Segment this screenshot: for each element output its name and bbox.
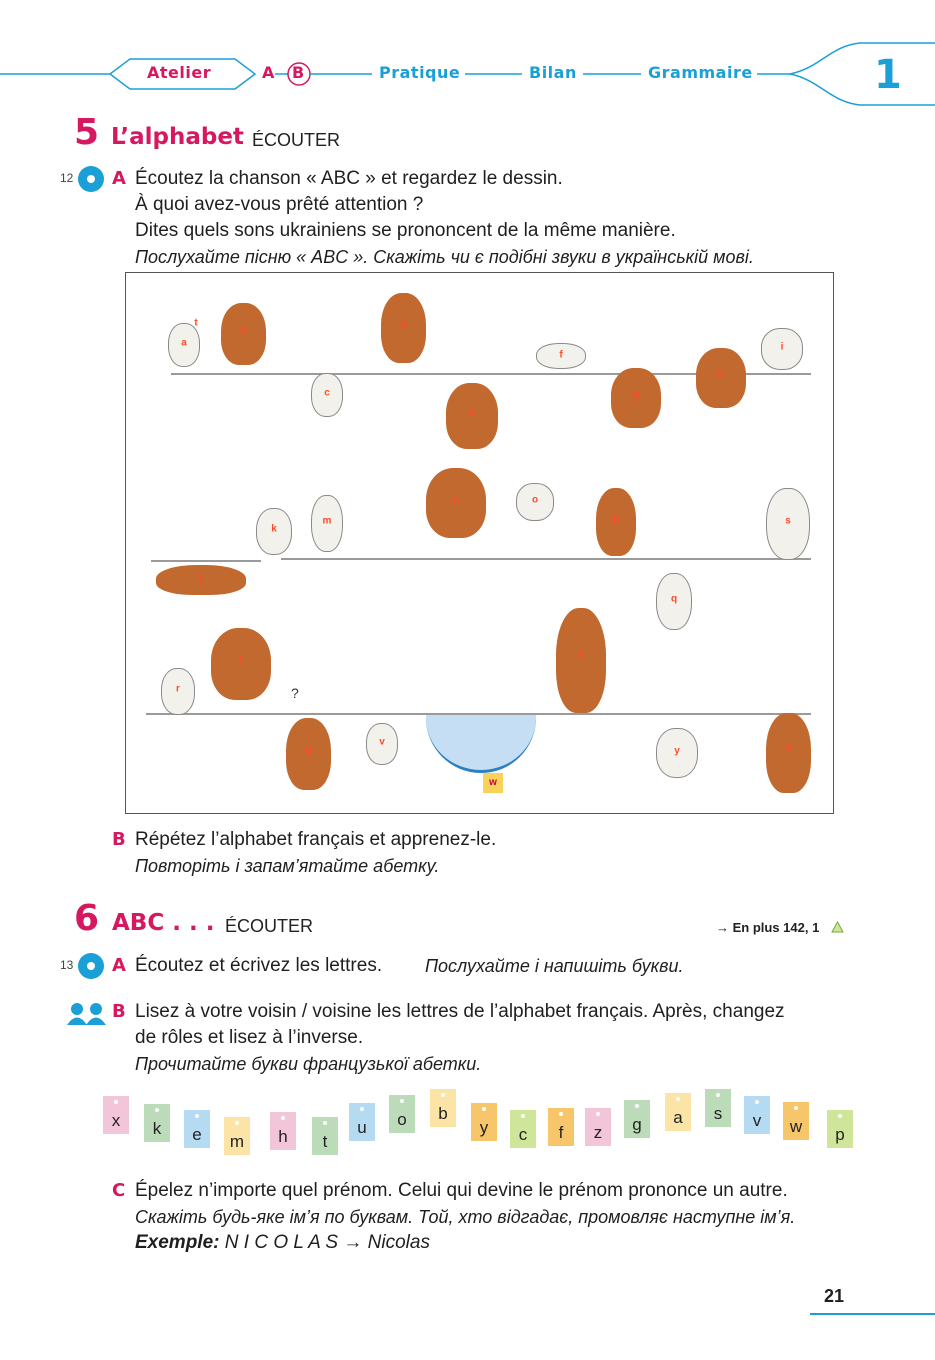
section-5-a-letter: A <box>112 168 126 189</box>
nav-pratique[interactable]: Pratique <box>379 63 461 82</box>
letter-card[interactable]: e <box>184 1110 210 1148</box>
section-6-number: 6 <box>74 898 100 939</box>
translation-line: Послухайте пісню « ABC ». Скажіть чи є подібні звуки в українській мові. <box>135 247 754 267</box>
dog-l: l <box>211 628 271 700</box>
section-5-b-text <box>135 827 835 879</box>
instruction-line: Lisez à votre voisin / voisine les lettres de l’alphabet français. Après, changez <box>135 1001 785 1022</box>
instruction-line: À quoi avez-vous prêté attention ? <box>135 194 424 215</box>
section-6-b-letter: B <box>112 1001 126 1022</box>
letter-card[interactable]: m <box>224 1117 250 1155</box>
section-6-a-letter: A <box>112 955 126 976</box>
letter-card[interactable]: h <box>270 1112 296 1150</box>
nav-atelier[interactable]: Atelier <box>147 63 212 82</box>
dog-h: h <box>696 348 746 408</box>
letter-card[interactable]: s <box>705 1089 731 1127</box>
dog-j: j <box>156 565 246 595</box>
example-name: Nicolas <box>367 1232 430 1253</box>
puppy-o: o <box>516 483 554 521</box>
rope-line <box>281 558 811 560</box>
section-6-a-translation: Послухайте і напишіть букви. <box>425 956 684 976</box>
letter-card[interactable]: p <box>827 1110 853 1148</box>
letter-card[interactable]: g <box>624 1100 650 1138</box>
puppy-y: y <box>656 728 698 778</box>
example-line <box>135 1230 855 1256</box>
cd-icon[interactable] <box>78 953 104 979</box>
dog-g: g <box>611 368 661 428</box>
section-6-b-text <box>135 999 855 1077</box>
puppy-m: m <box>311 495 343 552</box>
puppy-w: w <box>483 773 503 793</box>
question-mark: ? <box>291 685 299 701</box>
section-6-a-text: Écoutez et écrivez les lettres. <box>135 955 383 976</box>
section-5-title: L’alphabet <box>111 124 244 150</box>
letter-card[interactable]: c <box>510 1110 536 1148</box>
letter-card[interactable]: u <box>349 1103 375 1141</box>
dog-n: n <box>426 468 486 538</box>
letter-card[interactable]: o <box>389 1095 415 1133</box>
instruction-line: Écoutez la chanson « ABC » et regardez le dessin. <box>135 168 563 189</box>
puppy-f: f <box>536 343 586 369</box>
hammock <box>426 715 536 773</box>
dog-e: e <box>446 383 498 449</box>
letter-card[interactable]: b <box>430 1089 456 1127</box>
dog-x: x <box>556 608 606 713</box>
letter-card[interactable]: w <box>783 1102 809 1140</box>
section-5-skill: ÉCOUTER <box>252 130 341 150</box>
nav-b[interactable]: B <box>292 63 305 82</box>
dog-z: z <box>766 713 811 793</box>
cd-icon[interactable] <box>78 166 104 192</box>
section-5-a-text <box>135 166 835 270</box>
translation-line: Скажіть будь-яке ім’я по буквам. Той, хто відгадає, промовляє наступне ім’я. <box>135 1207 796 1227</box>
triangle-icon <box>831 921 844 933</box>
en-plus-reference[interactable]: → En plus 142, 1 <box>716 920 820 935</box>
puppy-c: c <box>311 373 343 417</box>
instruction-line: Épelez n’importe quel prénom. Celui qui devine le prénom prononce un autre. <box>135 1180 788 1201</box>
example-arrow: → <box>343 1232 363 1253</box>
letter-card[interactable]: t <box>312 1117 338 1155</box>
nav-grammaire[interactable]: Grammaire <box>648 63 753 82</box>
letter-card[interactable]: v <box>744 1096 770 1134</box>
puppy-q: q <box>656 573 692 630</box>
instruction-line: Répétez l’alphabet français et apprenez-le. <box>135 829 497 850</box>
puppy-i: i <box>761 328 803 370</box>
dog-p: p <box>596 488 636 556</box>
unit-number: 1 <box>874 52 902 98</box>
track-number-12: 12 <box>60 171 74 185</box>
section-5-b-letter: B <box>112 829 126 850</box>
translation-line: Прочитайте букви французької абетки. <box>135 1054 482 1074</box>
page-number: 21 <box>824 1286 845 1306</box>
nav-a[interactable]: A <box>262 63 275 82</box>
letter-card[interactable]: x <box>103 1096 129 1134</box>
pair-work-icon <box>66 1002 108 1026</box>
dog-u: u <box>286 718 331 790</box>
dog-d: d <box>381 293 426 363</box>
track-number-13: 13 <box>60 958 74 972</box>
puppy-v: v <box>366 723 398 765</box>
letter-card[interactable]: y <box>471 1103 497 1141</box>
instruction-line: de rôles et lisez à l’inverse. <box>135 1027 364 1048</box>
section-6-c-text <box>135 1178 855 1256</box>
letter-card[interactable]: a <box>665 1093 691 1131</box>
header-nav-lines <box>0 40 935 110</box>
letter-card[interactable]: k <box>144 1104 170 1142</box>
section-6-skill: ÉCOUTER <box>225 916 314 936</box>
rope-line <box>151 560 261 562</box>
footer-rule <box>810 1313 935 1315</box>
dog-b: b <box>221 303 266 365</box>
alphabet-dogs-illustration: a b c d e f g h i k m n o p s j q l r u ? v w x y z t <box>125 272 834 814</box>
letter-card[interactable]: f <box>548 1108 574 1146</box>
nav-bilan[interactable]: Bilan <box>529 63 577 82</box>
section-6-c-letter: C <box>112 1180 126 1201</box>
puppy-k: k <box>256 508 292 555</box>
puppy-a: a <box>168 323 200 367</box>
example-label: Exemple: <box>135 1232 220 1253</box>
section-6-title: ABC . . . <box>112 910 215 936</box>
section-5-number: 5 <box>74 112 100 153</box>
example-spelled: N I C O L A S <box>224 1232 339 1253</box>
letter-card[interactable]: z <box>585 1108 611 1146</box>
translation-line: Повторіть і запам’ятайте абетку. <box>135 856 440 876</box>
puppy-r: r <box>161 668 195 715</box>
puppy-s: s <box>766 488 810 560</box>
instruction-line: Dites quels sons ukrainiens se prononcent de la même manière. <box>135 220 676 241</box>
